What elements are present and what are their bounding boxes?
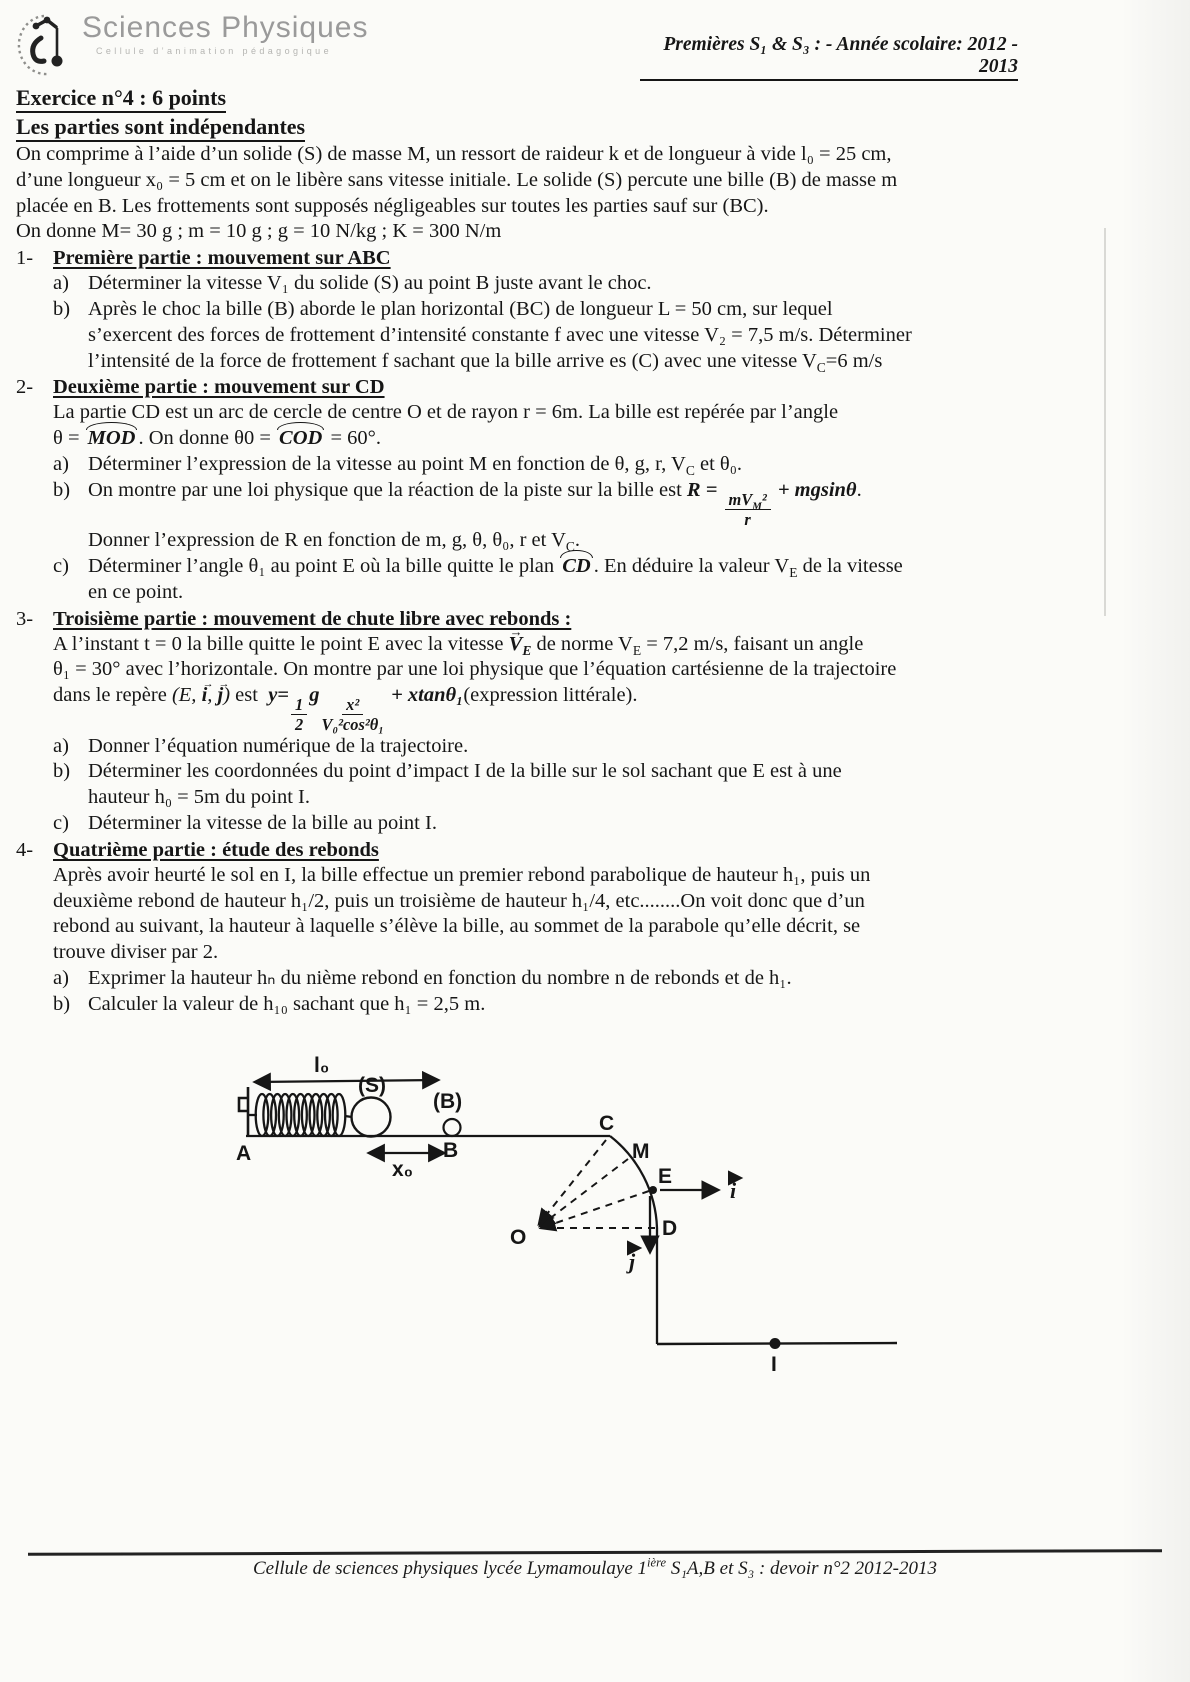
item-label: a) — [53, 452, 69, 475]
item-line: Déterminer les coordonnées du point d’impact I de la bille sur le sol sachant que E est à une — [88, 760, 842, 783]
point-E-dot — [649, 1186, 657, 1194]
item-line: Donner l’équation numérique de la trajectoire. — [88, 734, 469, 757]
part-body-line: A l’instant t = 0 la bille quitte le point E avec la vitesse → $V_E$ de norme $V_E = 7,2$ m/s, faisant un angle — [53, 632, 1022, 658]
item-label: a) — [53, 734, 69, 757]
part-number: 3- — [16, 607, 34, 630]
item-line: Déterminer l’expression de la vitesse au point M en fonction de θ, g, r, $V_C$ et θ₀. — [88, 452, 742, 479]
wall — [239, 1087, 248, 1136]
exercise-subtitle: Les parties sont indépendantes — [16, 113, 1022, 142]
part-heading: Première partie : mouvement sur ABC — [53, 247, 391, 270]
part-number: 1- — [16, 247, 34, 270]
ball-B-circle — [444, 1119, 461, 1136]
intro-line: On comprime à l’aide d’un solide (S) de masse M, un ressort de raideur k et de longueur à vide l₀ = 25 cm, — [16, 143, 892, 165]
impact-I-label: I — [771, 1353, 777, 1376]
item-line: Après le choc la bille (B) aborde le plan horizontal (BC) de longueur L = 50 cm, sur lequel — [88, 297, 833, 320]
question-3a — [53, 734, 1022, 760]
question-1a — [53, 271, 1022, 297]
part-body-line: trouve diviser par 2. — [53, 941, 219, 964]
header-class-year: Premières S₁ & S₃ : - Année scolaire: 2012 - 2013 — [640, 34, 1018, 81]
ball-B-label: (B) — [433, 1090, 463, 1113]
item-line: Donner l’expression de R en fonction de m, g, θ, θ₀, r et $V_C$. — [88, 529, 581, 555]
footer-rule — [28, 1549, 1162, 1555]
point-C-label: C — [599, 1112, 615, 1135]
footer-text: Cellule de sciences physiques lycée Lymamoulaye $1^{ière}$ S₁A,B et S₃ : devoir n°2 2012-2013 — [252, 1555, 938, 1579]
part-body-line: La partie CD est un arc de cercle de centre O et de rayon r = 6m. La bille est repérée par l’angle — [53, 401, 839, 424]
part-body-line: rebond au suivant, la hauteur à laquelle s’élève la bille, au sommet de la parabole qu’elle décrit, se — [53, 915, 861, 938]
logo — [14, 12, 368, 78]
item-line: Déterminer la vitesse V₁ du solide (S) au point B juste avant le choc. — [88, 272, 652, 295]
item-line: hauteur h₀ = 5m du point I. — [88, 786, 310, 809]
item-label: c) — [53, 812, 69, 835]
part-heading: Deuxième partie : mouvement sur CD — [53, 376, 385, 399]
impact-I-dot — [770, 1338, 781, 1349]
item-line: Calculer la valeur de h₁₀ sachant que h₁ = 2,5 m. — [88, 992, 486, 1015]
part-4-head — [16, 837, 1022, 863]
question-1b — [53, 297, 1022, 374]
item-line: s’exercent des forces de frottement d’intensité constante f avec une vitesse V₂ = 7,5 m/s. Déterminer — [88, 323, 912, 346]
l0-arrow — [255, 1080, 438, 1082]
item-line: Exprimer la hauteur hₙ du nième rebond en fonction du nombre n de rebonds et de h₁. — [88, 967, 792, 990]
part-body-line: θ₁ = 30° avec l’horizontale. On montre par une loi physique que l’équation cartésienne de la trajectoire — [53, 658, 897, 681]
item-label: a) — [53, 967, 69, 990]
x0-label: x₀ — [392, 1158, 414, 1181]
logo-icon — [14, 12, 76, 78]
part-number: 4- — [16, 838, 34, 861]
spring — [248, 1094, 352, 1136]
item-label: b) — [53, 478, 71, 501]
part-heading: Troisième partie : mouvement de chute libre avec rebonds : — [53, 607, 572, 630]
l0-label: l₀ — [314, 1054, 330, 1077]
point-O-label: O — [510, 1226, 527, 1249]
item-line: l’intensité de la force de frottement f sachant que la bille arrive es (C) avec une vitesse $V_C=6$ m/s — [88, 349, 883, 375]
logo-subtitle: Cellule d’animation pédagogique — [96, 46, 332, 56]
scan-streak-artifact — [1104, 228, 1106, 616]
intro-line: placée en B. Les frottements sont supposés négligeables sur toutes les parties sauf sur (BC). — [16, 194, 769, 217]
item-label: a) — [53, 272, 69, 295]
exam-content — [16, 84, 1022, 1018]
logo-text — [82, 12, 368, 56]
item-label: b) — [53, 297, 71, 320]
point-E-label: E — [658, 1165, 673, 1188]
question-3b — [53, 759, 1022, 811]
item-label: c) — [53, 555, 69, 578]
item-line: Déterminer la vitesse de la bille au point I. — [88, 812, 437, 835]
point-A-label: A — [236, 1142, 252, 1165]
item-line: On montre par une loi physique que la réaction de la piste sur la bille est R = $\frac{mV_M^2}{r}$ + mgsinθ. — [88, 478, 862, 529]
logo-title: Sciences Physiques — [82, 11, 369, 44]
point-M-label: M — [632, 1140, 650, 1163]
part-number: 2- — [16, 376, 34, 399]
exercise-title: Exercice n°4 : 6 points — [16, 84, 1022, 113]
vector-i-label: i — [730, 1178, 737, 1203]
vector-j-label: j — [629, 1249, 636, 1274]
part-1 — [16, 245, 1022, 374]
solid-S-circle — [352, 1098, 391, 1137]
part-body-line: Après avoir heurté le sol en I, la bille effectue un premier rebond parabolique de hauteur h₁, puis un — [53, 863, 871, 886]
part-body-line: dans le repère (E, → i, → j) est y= $\frac{1}{2}$ g $\frac{\text{x²}}{\text{V₀²cos²θ₁}}$ + xtanθ₁(expression littérale). — [53, 683, 1022, 733]
physics-diagram — [200, 986, 950, 1381]
item-label: b) — [53, 992, 71, 1015]
part-body-line: deuxième rebond de hauteur h₁/2, puis un troisième de hauteur h₁/4, etc........On voit donc que d’un — [53, 889, 865, 912]
item-label: b) — [53, 760, 71, 783]
given-values-line: On donne M= 30 g ; m = 10 g ; g = 10 N/kg ; K = 300 N/m — [16, 220, 502, 243]
item-line: en ce point. — [88, 580, 184, 603]
intro-line: d’une longueur x₀ = 5 cm et on le libère sans vitesse initiale. Le solide (S) percute une bille (B) de masse m — [16, 168, 898, 191]
question-2b — [53, 478, 1022, 554]
solid-S-label: (S) — [358, 1074, 386, 1097]
question-2a — [53, 452, 1022, 478]
question-2c — [53, 554, 1022, 606]
part-1-head — [16, 245, 1022, 271]
point-B-label: B — [443, 1139, 459, 1162]
part-2-head — [16, 374, 1022, 400]
part-2 — [16, 374, 1022, 605]
part-heading: Quatrième partie : étude des rebonds — [53, 838, 379, 861]
point-D-label: D — [662, 1217, 678, 1240]
question-3c — [53, 811, 1022, 837]
item-line: Déterminer l’angle θ₁ au point E où la bille quitte le plan CD . En déduire la valeur $V_E$ de la vitesse — [88, 555, 903, 581]
part-3 — [16, 606, 1022, 837]
part-body-line: θ = MOD . On donne θ0 = COD = 60°. — [53, 426, 1022, 452]
